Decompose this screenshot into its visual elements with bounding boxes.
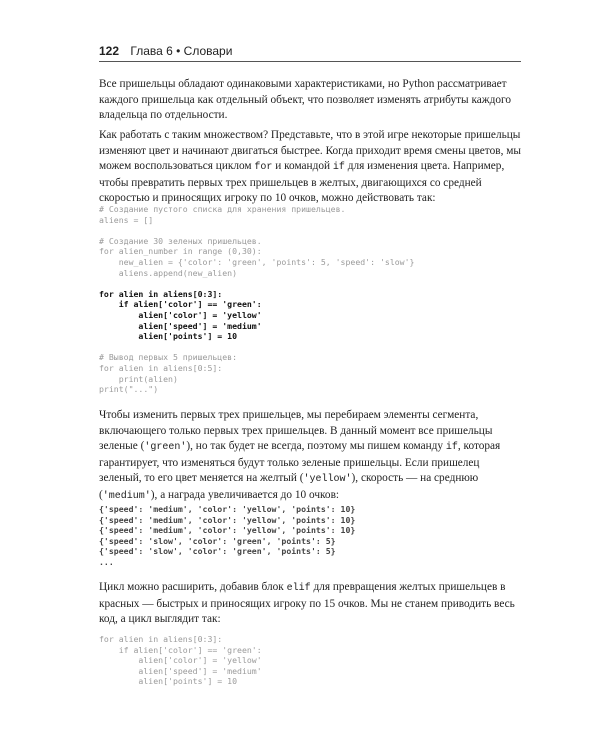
code1-line: for alien_number in range (0,30): — [99, 246, 262, 257]
p3-code-yellow: 'yellow' — [303, 474, 352, 486]
code1-line: new_alien = {'color': 'green', 'points': 5, 'speed': 'slow'} — [99, 256, 415, 267]
code1-line: aliens = [] — [99, 214, 154, 225]
code2-line: if alien['color'] == 'green': — [99, 644, 262, 655]
running-header — [99, 44, 519, 58]
paragraph-4 — [99, 580, 521, 628]
p3-text-d: ), скорость — на среднюю ( — [99, 472, 479, 501]
code2-line: alien['color'] = 'yellow' — [99, 655, 262, 666]
code1-line: alien['color'] = 'yellow' — [99, 309, 262, 320]
code1-line: alien['points'] = 10 — [99, 331, 238, 342]
p4-code-elif: elif — [286, 583, 311, 594]
output-line: {'speed': 'medium', 'color': 'yellow', 'points': 10} — [99, 525, 356, 536]
output-line: ... — [99, 556, 114, 567]
output-line: {'speed': 'medium', 'color': 'yellow', 'points': 10} — [99, 514, 356, 525]
p3-text-b: ), но так будет не всегда, поэтому мы пишем команду — [186, 440, 446, 453]
code1-line: print(alien) — [99, 373, 178, 384]
code2-line: alien['points'] = 10 — [99, 676, 238, 687]
code1-line: # Вывод первых 5 пришельцев: — [99, 352, 238, 363]
output-block — [99, 504, 519, 568]
p3-code-medium: 'medium' — [102, 490, 151, 502]
paragraph-1: Все пришельцы обладают одинаковыми характеристиками, но Python рассматривает каждого пришельца как отдельный объект, что позволяет изменять атрибуты каждого владельца по отдельности. — [99, 78, 511, 122]
code1-line: alien['speed'] = 'medium' — [99, 320, 262, 331]
code-block-2 — [99, 634, 519, 687]
p2-code-for: for — [254, 162, 273, 174]
header-rule — [99, 61, 521, 62]
code1-line: print("...") — [99, 384, 159, 395]
code1-line: for alien in aliens[0:3]: — [99, 288, 223, 299]
code1-line: # Создание пустого списка для хранения пришельцев. — [99, 204, 346, 214]
p2-text-c: для изменения цвета. Например, чтобы превратить первых трех пришельцев в желтых, двигающихся со средней скоростью и приносящих игроку по 10 очков, можно действовать так: — [99, 160, 505, 205]
code1-line: for alien in aliens[0:5]: — [99, 362, 223, 373]
p3-text-c: , которая гарантирует, что изменяться будут только зеленые пришельцы. Если пришелец зеленый, то его цвет меняется на желтый ( — [99, 440, 501, 485]
p3-code-if: if — [445, 442, 458, 454]
paragraph-2 — [99, 128, 521, 207]
code1-line: aliens.append(new_alien) — [99, 267, 238, 278]
output-line: {'speed': 'medium', 'color': 'yellow', 'points': 10} — [99, 504, 356, 514]
output-line: {'speed': 'slow', 'color': 'green', 'points': 5} — [99, 546, 336, 557]
chapter-title: Глава 6 • Словари — [130, 44, 233, 58]
code1-line: # Создание 30 зеленых пришельцев. — [99, 235, 262, 246]
code2-line: for alien in aliens[0:3]: — [99, 634, 223, 644]
p2-code-if: if — [332, 162, 345, 174]
output-line: {'speed': 'slow', 'color': 'green', 'points': 5} — [99, 535, 336, 546]
p2-text-b: и командой — [272, 160, 333, 173]
code-block-1 — [99, 204, 519, 395]
code2-line: alien['speed'] = 'medium' — [99, 665, 262, 676]
p3-text-e: ), а награда увеличивается до 10 очков: — [150, 488, 340, 501]
code1-line: if alien['color'] == 'green': — [99, 299, 262, 310]
paragraph-3 — [99, 408, 521, 505]
p2-text-a: Как работать с таким множеством? Представьте, что в этой игре некоторые пришельцы изменяют цвет и начинают двигаться быстрее. Когда приходит время смены цветов, мы можем воспользоваться циклом — [99, 129, 521, 173]
page-number: 122 — [99, 44, 120, 58]
p4-text-b: для превращения желтых пришельцев в красных — быстрых и приносящих игроку по 15 очков. Мы не станем приводить весь код, а цикл выглядит так: — [99, 581, 515, 626]
p4-text-a: Цикл можно расширить, добавив блок — [99, 581, 287, 593]
p3-text-a: Чтобы изменить первых трех пришельцев, мы перебираем элементы сегмента, включающего только первых трех пришельцев. В данный момент все пришельцы зеленые ( — [99, 409, 493, 453]
p3-code-green: 'green' — [144, 442, 187, 454]
